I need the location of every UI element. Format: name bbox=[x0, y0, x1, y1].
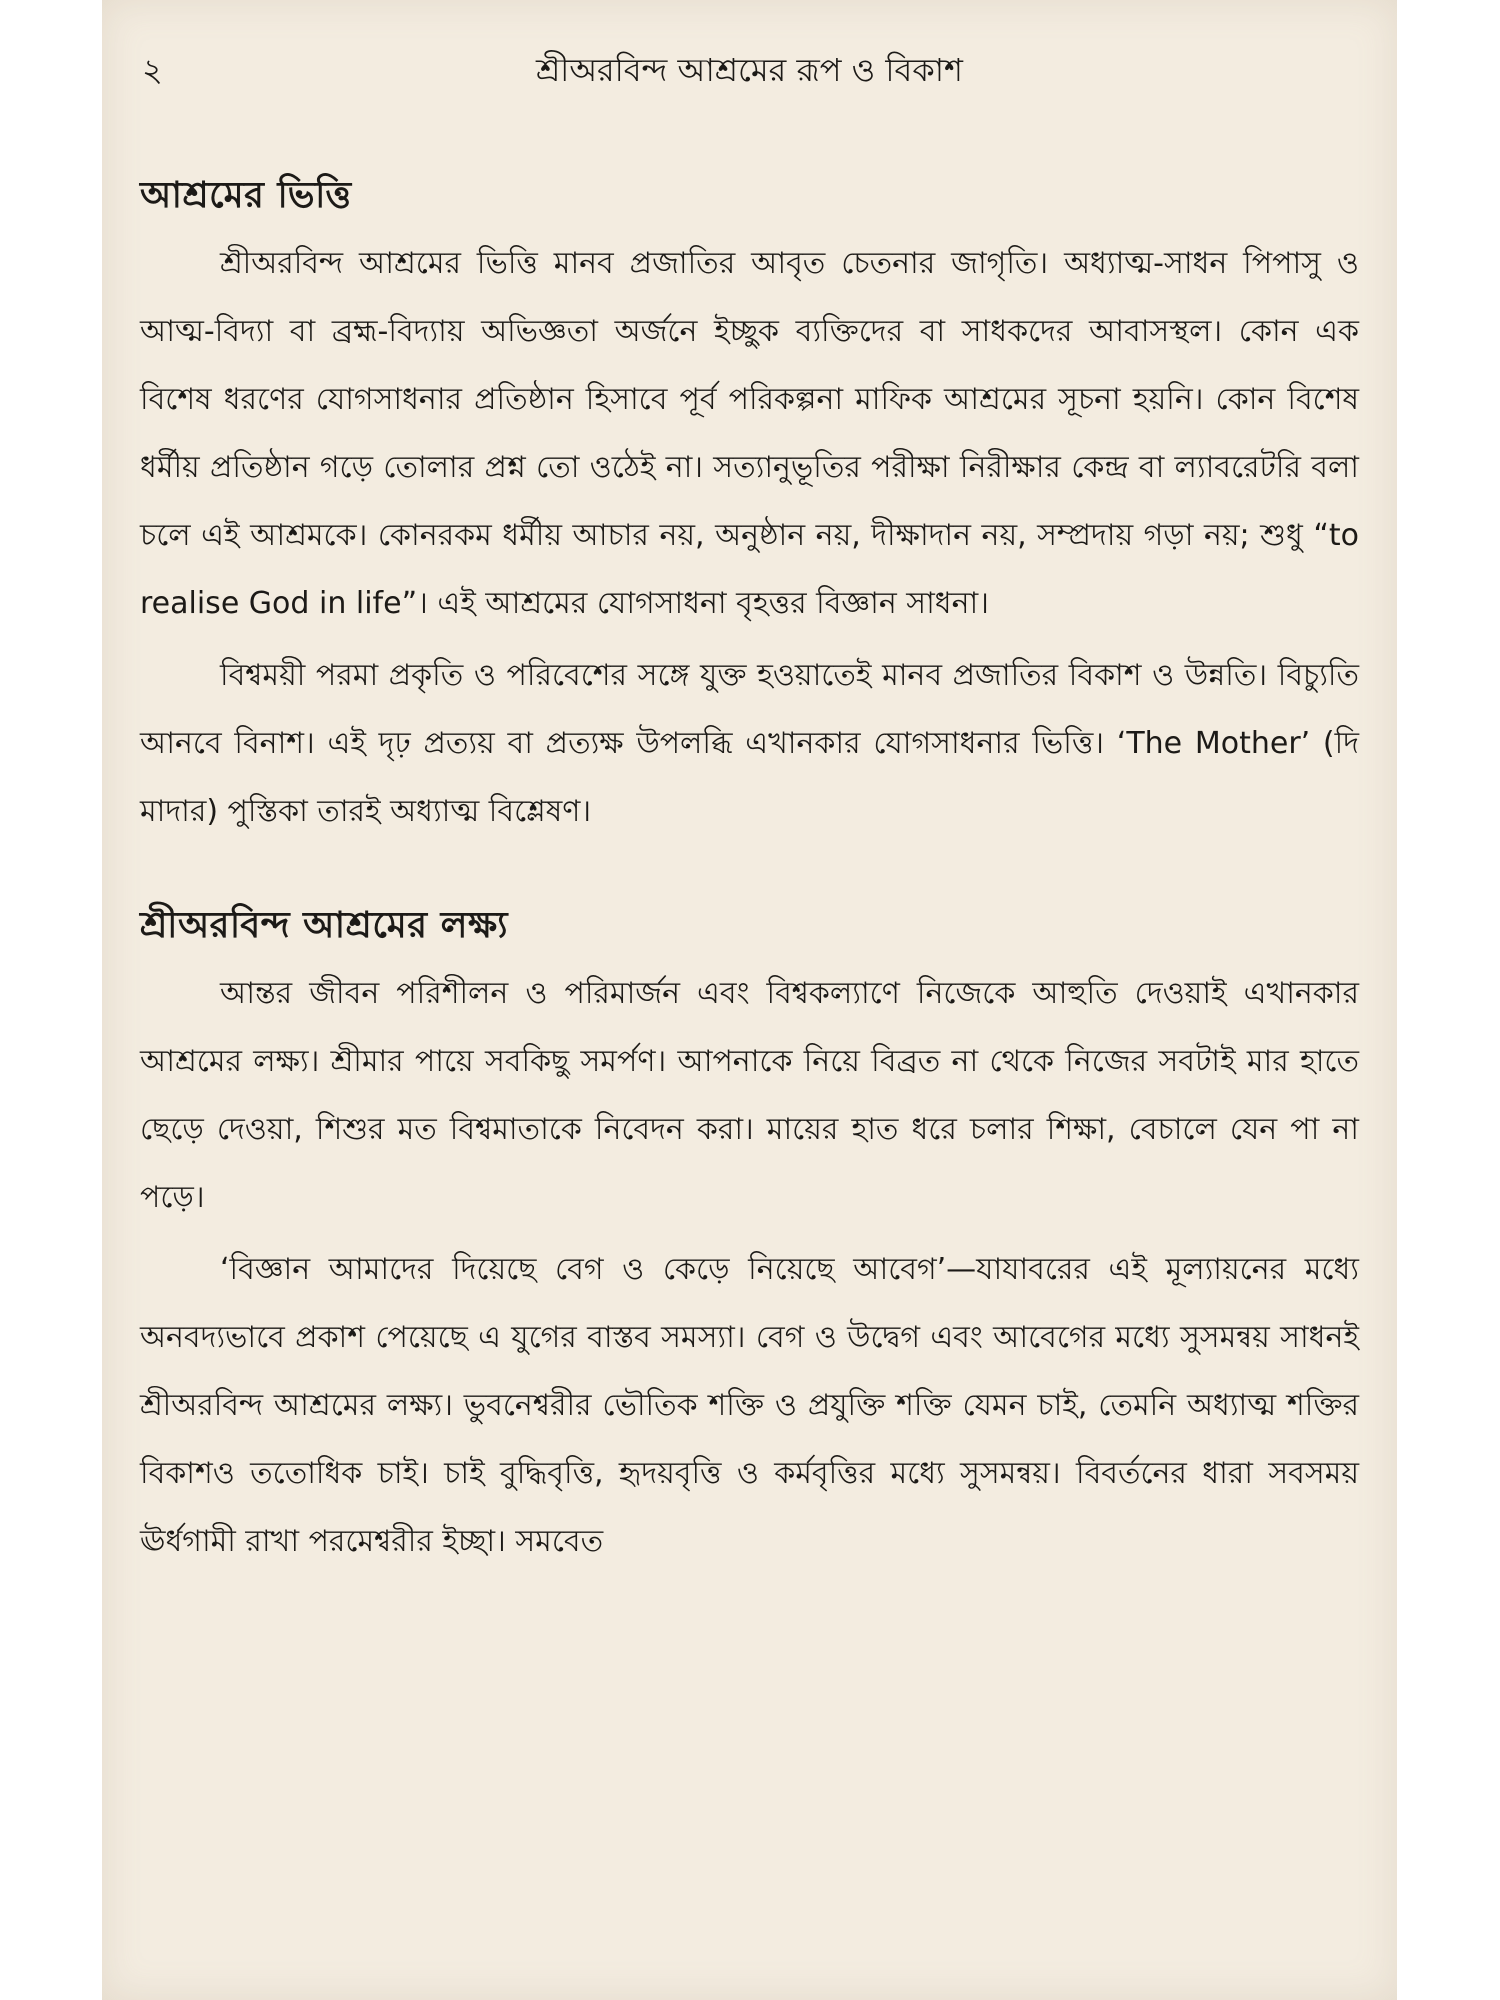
paragraph: শ্রীঅরবিন্দ আশ্রমের ভিত্তি মানব প্রজাতির আবৃত চেতনার জাগৃতি। অধ্যাত্ম-সাধন পিপাসু ও আত্ম-বিদ্যা বা ব্রহ্ম-বিদ্যায় অভিজ্ঞতা অর্জনে ইচ্ছুক ব্যক্তিদের বা সাধকদের আবাসস্থল। কোন এক বিশেষ ধরণের যোগসাধনার প্রতিষ্ঠান হিসাবে পূর্ব পরিকল্পনা মাফিক আশ্রমের সূচনা হয়নি। কোন বিশেষ ধর্মীয় প্রতিষ্ঠান গড়ে তোলার প্রশ্ন তো ওঠেই না। সত্যানুভূতির পরীক্ষা নিরীক্ষার কেন্দ্র বা ল্যাবরেটরি বলা চলে এই আশ্রমকে। কোনরকম ধর্মীয় আচার নয়, অনুষ্ঠান নয়, দীক্ষাদান নয়, সম্প্রদায় গড়া নয়; শুধু “to realise God in life”। এই আশ্রমের যোগসাধনা বৃহত্তর বিজ্ঞান সাধনা। bbox=[140, 246, 1359, 621]
page-header bbox=[142, 44, 1357, 104]
section-heading: শ্রীঅরবিন্দ আশ্রমের লক্ষ্য bbox=[140, 905, 509, 946]
paragraph: ‘বিজ্ঞান আমাদের দিয়েছে বেগ ও কেড়ে নিয়েছে আবেগ’—যাযাবরের এই মূল্যায়নের মধ্যে অনবদ্যভাবে প্রকাশ পেয়েছে এ যুগের বাস্তব সমস্যা। বেগ ও উদ্বেগ এবং আবেগের মধ্যে সুসমন্বয় সাধনই শ্রীঅরবিন্দ আশ্রমের লক্ষ্য। ভুবনেশ্বরীর ভৌতিক শক্তি ও প্রযুক্তি শক্তি যেমন চাই, তেমনি অধ্যাত্ম শক্তির বিকাশও ততোধিক চাই। চাই বুদ্ধিবৃত্তি, হৃদয়বৃত্তি ও কর্মবৃত্তির মধ্যে সুসমন্বয়। বিবর্তনের ধারা সবসময় ঊর্ধগামী রাখা পরমেশ্বরীর ইচ্ছা। সমবেত bbox=[140, 1252, 1359, 1559]
page-number: ২ bbox=[142, 51, 163, 89]
section-ashram-goal bbox=[140, 898, 1359, 1576]
page-content bbox=[140, 150, 1359, 1576]
running-title: শ্রীঅরবিন্দ আশ্রমের রূপ ও বিকাশ bbox=[536, 51, 963, 89]
paragraph: বিশ্বময়ী পরমা প্রকৃতি ও পরিবেশের সঙ্গে যুক্ত হওয়াতেই মানব প্রজাতির বিকাশ ও উন্নতি। বিচ্যুতি আনবে বিনাশ। এই দৃঢ় প্রত্যয় বা প্রত্যক্ষ উপলব্ধি এখানকার যোগসাধনার ভিত্তি। ‘The Mother’ (দি মাদার) পুস্তিকা তারই অধ্যাত্ম বিশ্লেষণ। bbox=[140, 658, 1359, 829]
paragraph: আন্তর জীবন পরিশীলন ও পরিমার্জন এবং বিশ্বকল্যাণে নিজেকে আহুতি দেওয়াই এখানকার আশ্রমের লক্ষ্য। শ্রীমার পায়ে সবকিছু সমর্পণ। আপনাকে নিয়ে বিব্রত না থেকে নিজের সবটাই মার হাতে ছেড়ে দেওয়া, শিশুর মত বিশ্বমাতাকে নিবেদন করা। মায়ের হাত ধরে চলার শিক্ষা, বেচালে যেন পা না পড়ে। bbox=[140, 976, 1359, 1215]
section-heading: আশ্রমের ভিত্তি bbox=[140, 175, 352, 216]
book-page bbox=[102, 0, 1397, 2000]
section-ashram-foundation bbox=[140, 168, 1359, 846]
